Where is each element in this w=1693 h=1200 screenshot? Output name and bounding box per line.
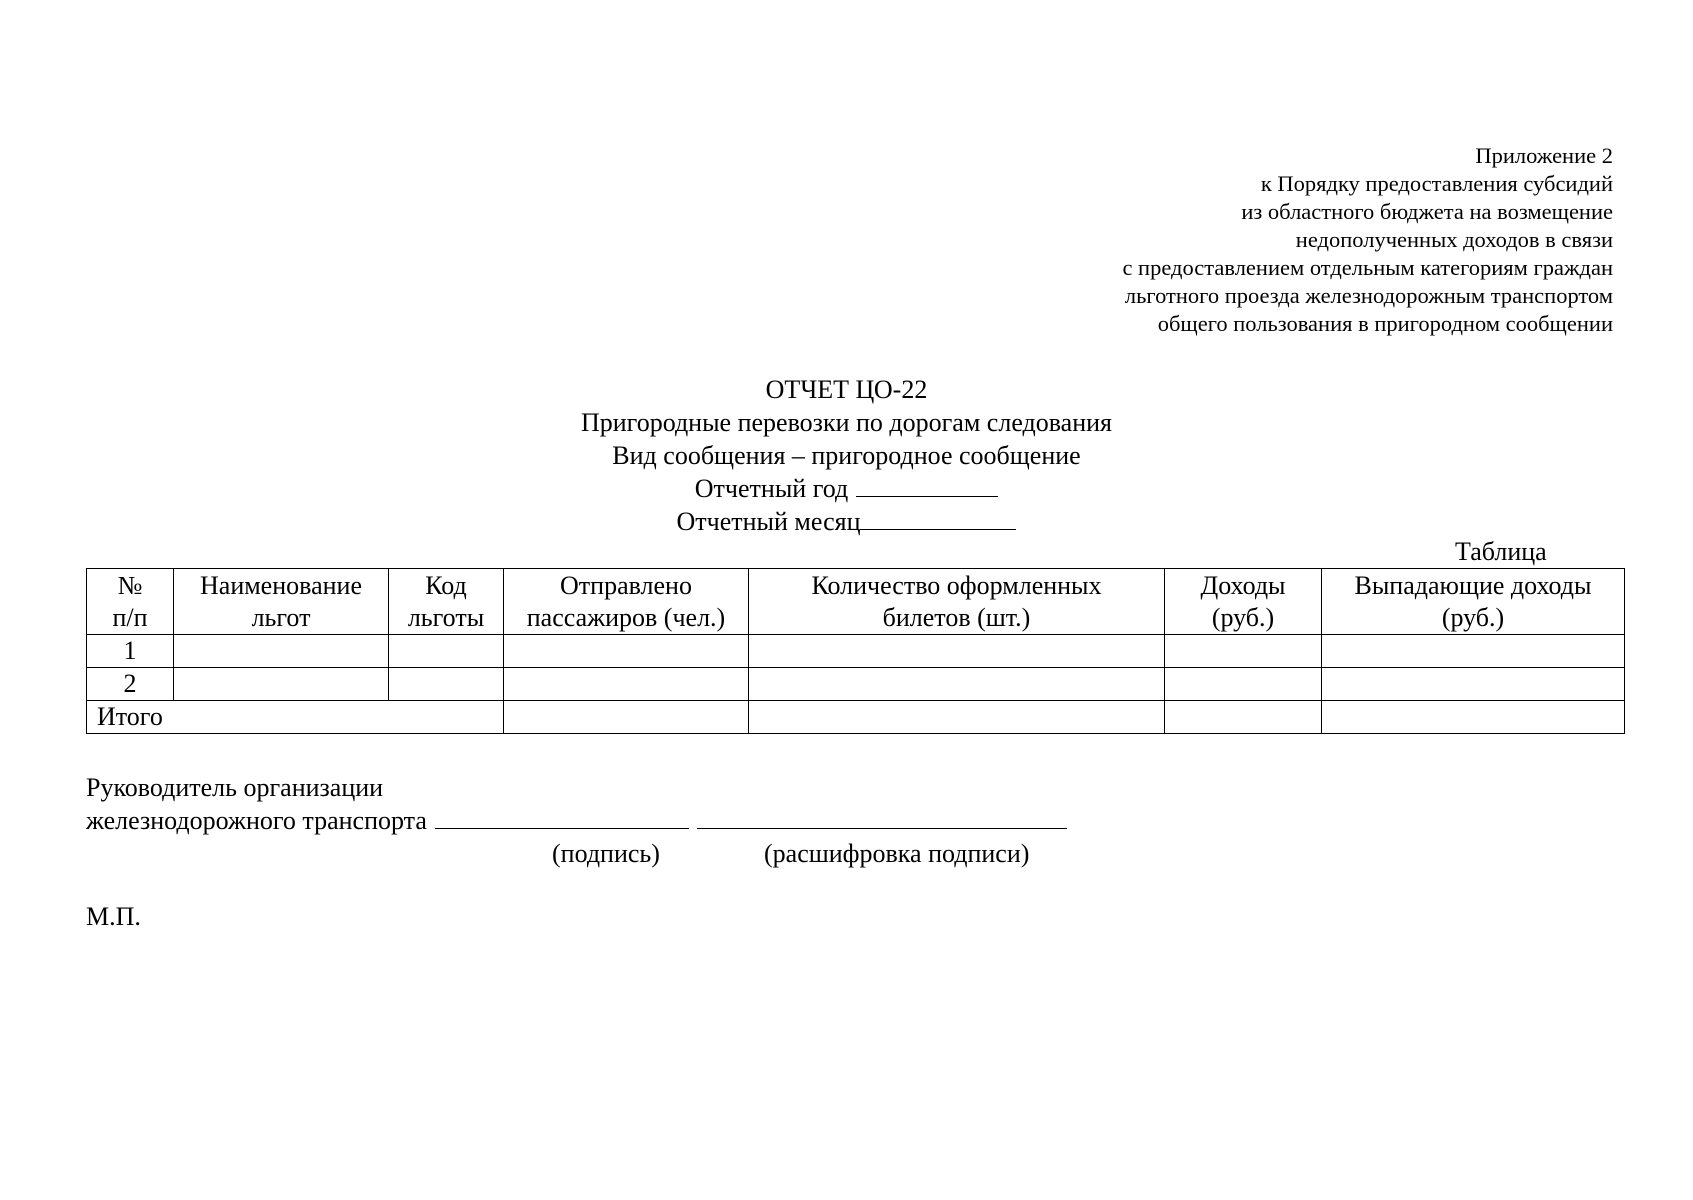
tickets-cell[interactable]	[749, 668, 1165, 701]
header-line: пассажиров (чел.)	[526, 602, 726, 632]
report-subtitle: Пригородные перевозки по дорогам следования	[580, 408, 1113, 437]
signature-decode-caption: (расшифровка подписи)	[764, 839, 1030, 868]
report-title: ОТЧЕТ ЦО-22	[765, 375, 928, 404]
header-benefit-code	[389, 569, 504, 635]
signature-block	[86, 771, 1067, 837]
signature-blank	[435, 806, 689, 829]
appendix-line: Приложение 2	[1475, 143, 1613, 168]
header-number	[87, 569, 174, 635]
message-type: Вид сообщения – пригородное сообщение	[612, 441, 1081, 470]
tickets-cell[interactable]	[749, 635, 1165, 668]
appendix-line: с предоставлением отдельным категориям граждан	[1122, 255, 1613, 280]
reporting-month-row	[0, 505, 1693, 538]
table-row	[87, 635, 1625, 668]
report-table	[86, 568, 1625, 734]
table-caption: Таблица	[1455, 537, 1547, 566]
appendix-line: к Порядку предоставления субсидий	[1260, 171, 1613, 196]
passengers-cell[interactable]	[504, 668, 749, 701]
reporting-year-row	[0, 472, 1693, 505]
signature-decode-blank	[697, 806, 1067, 829]
appendix-line: недополученных доходов в связи	[1295, 227, 1613, 252]
header-line: (руб.)	[1441, 602, 1505, 632]
total-row	[87, 701, 1625, 734]
header-tickets-issued	[749, 569, 1165, 635]
header-line: Доходы	[1200, 570, 1286, 600]
reporting-year-blank	[856, 474, 998, 497]
appendix-line: общего пользования в пригородном сообщении	[1157, 311, 1613, 336]
reporting-month-label: Отчетный месяц	[676, 507, 861, 536]
report-heading	[0, 373, 1693, 538]
header-line: Код	[425, 570, 467, 600]
signatory-role-line2: железнодорожного транспорта	[86, 806, 427, 835]
benefit-name-cell[interactable]	[174, 635, 389, 668]
lost-income-cell[interactable]	[1322, 635, 1625, 668]
income-cell[interactable]	[1165, 668, 1322, 701]
passengers-cell[interactable]	[504, 635, 749, 668]
header-line: Количество оформленных	[811, 570, 1102, 600]
stamp-place: М.П.	[86, 902, 141, 931]
benefit-name-cell[interactable]	[174, 668, 389, 701]
total-income-cell[interactable]	[1165, 701, 1322, 734]
header-line: билетов (шт.)	[882, 602, 1031, 632]
header-line: п/п	[112, 602, 148, 632]
header-line: льготы	[407, 602, 485, 632]
table-header-row	[87, 569, 1625, 635]
table-row	[87, 668, 1625, 701]
reporting-month-blank	[860, 507, 1016, 530]
total-passengers-cell[interactable]	[504, 701, 749, 734]
lost-income-cell[interactable]	[1322, 668, 1625, 701]
header-line: Отправлено	[560, 570, 692, 600]
header-line: льгот	[251, 602, 311, 632]
signature-caption: (подпись)	[552, 839, 660, 868]
benefit-code-cell[interactable]	[389, 635, 504, 668]
income-cell[interactable]	[1165, 635, 1322, 668]
header-income	[1165, 569, 1322, 635]
signatory-role-row	[86, 804, 1067, 837]
header-passengers-sent	[504, 569, 749, 635]
benefit-code-cell[interactable]	[389, 668, 504, 701]
appendix-block	[913, 142, 1613, 338]
signatory-role-line1: Руководитель организации	[86, 773, 384, 802]
appendix-line: льготного проезда железнодорожным транспортом	[1124, 283, 1613, 308]
header-lost-income	[1322, 569, 1625, 635]
row-number: 1	[87, 635, 174, 668]
total-lost-income-cell[interactable]	[1322, 701, 1625, 734]
header-line: (руб.)	[1211, 602, 1275, 632]
reporting-year-label: Отчетный год	[694, 474, 849, 503]
appendix-line: из областного бюджета на возмещение	[1241, 199, 1613, 224]
header-benefit-name	[174, 569, 389, 635]
row-number: 2	[87, 668, 174, 701]
header-line: №	[117, 570, 143, 600]
header-line: Выпадающие доходы	[1354, 570, 1592, 600]
header-line: Наименование	[200, 570, 362, 600]
total-label: Итого	[87, 701, 504, 734]
total-tickets-cell[interactable]	[749, 701, 1165, 734]
